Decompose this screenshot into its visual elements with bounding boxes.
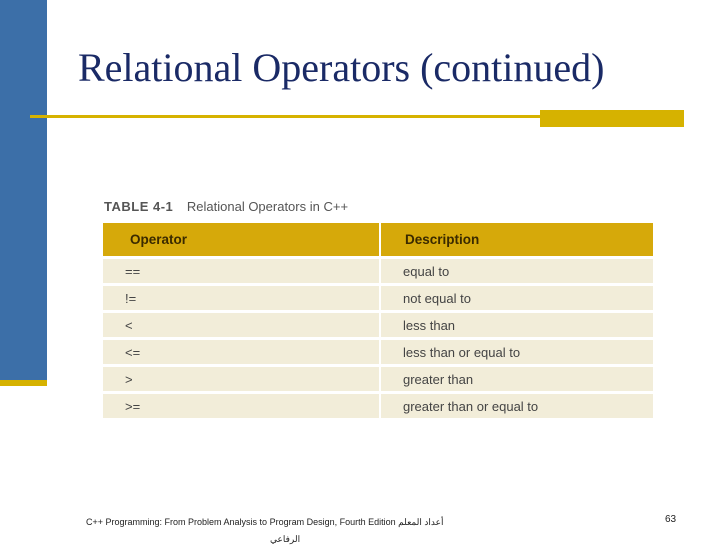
description-cell: less than xyxy=(379,310,653,337)
description-cell: greater than xyxy=(379,364,653,391)
table-row xyxy=(103,364,653,391)
description-cell: not equal to xyxy=(379,283,653,310)
footer-line-2: الرفاعي xyxy=(270,534,301,545)
slide-footer xyxy=(86,514,506,548)
left-accent-stripe xyxy=(0,380,47,386)
table-row xyxy=(103,310,653,337)
title-underline-block xyxy=(540,110,684,127)
table-caption xyxy=(104,199,348,214)
table-header-row xyxy=(103,223,653,256)
operator-cell: > xyxy=(103,364,379,391)
slide-title: Relational Operators (continued) xyxy=(78,45,605,90)
page-number: 63 xyxy=(665,514,677,525)
header-operator: Operator xyxy=(103,223,379,256)
operator-cell: <= xyxy=(103,337,379,364)
footer-line-1: C++ Programming: From Problem Analysis to Program Design, Fourth Edition أعداد المعلم xyxy=(86,517,444,527)
operator-cell: < xyxy=(103,310,379,337)
operator-cell: >= xyxy=(103,391,379,418)
table-row xyxy=(103,391,653,418)
table-row xyxy=(103,256,653,283)
relational-operators-table xyxy=(103,223,653,418)
left-accent-bar xyxy=(0,0,47,384)
table-row xyxy=(103,283,653,310)
description-cell: greater than or equal to xyxy=(379,391,653,418)
table-caption-text: Relational Operators in C++ xyxy=(186,199,349,214)
description-cell: equal to xyxy=(379,256,653,283)
description-cell: less than or equal to xyxy=(379,337,653,364)
table-row xyxy=(103,337,653,364)
operator-cell: == xyxy=(103,256,379,283)
table-caption-number: TABLE 4-1 xyxy=(104,199,174,214)
operator-cell: != xyxy=(103,283,379,310)
header-description: Description xyxy=(379,223,653,256)
